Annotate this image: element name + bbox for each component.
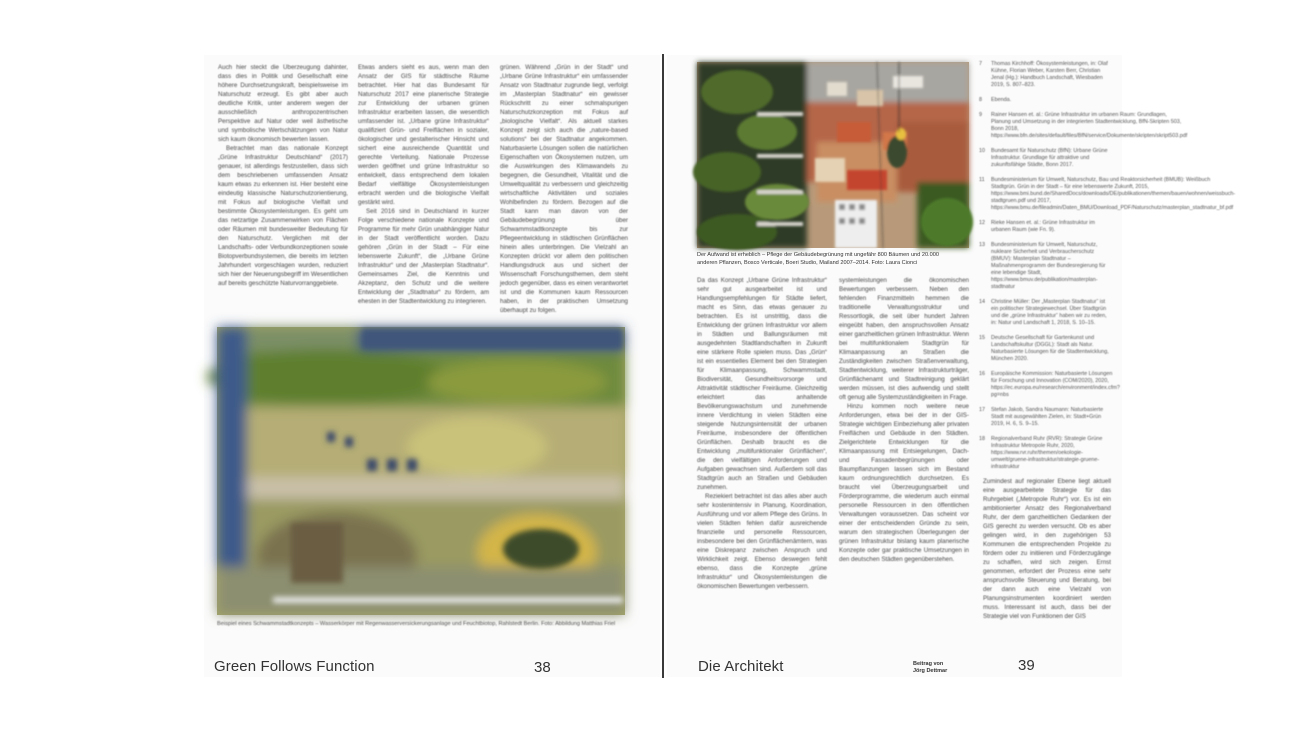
left-photo-caption: Beispiel eines Schwammstadtkonzepts – Wasserkörper mit Regenwasserversickerungsanlage und Feuchtbiotop, Rahlstedt Berlin. Foto: Abbildung Matthias Friel <box>217 621 616 627</box>
footnote: 10 Bundesamt für Naturschutz (BfN): Urbane Grüne Infrastruktur. Grundlage für attraktive und zukunftsfähige Städte, Bonn 2017. <box>979 148 1108 168</box>
paragraph: Reziekiert betrachtet ist das alles aber auch sehr kostenintensiv in Planung, Koordination, Ausführung und vor allem Pflege des Grüns. In vielen Städten fehlen dafür ausreichende finanzielle und personelle Ressourcen, insbesondere bei den Grünflächenämtern, was eine Diskrepanz zwischen Anspruch und Wirklichkeit zeigt. Ebenso deswegen fehlt ebenso, dass die Konzepte „grüne Infrastruktur“ und Ökosystemleistungen die ökonomischen Bewertungen verbessern. <box>697 493 827 590</box>
footnotes <box>979 61 1236 470</box>
left-column-1 <box>218 63 348 321</box>
byline-label: Beitrag von <box>913 661 944 667</box>
right-footer-title: Die Architekt <box>698 658 784 675</box>
footnote: 7 Thomas Kirchhoff: Ökosystemleistungen, in: Olaf Kühne, Florian Weber, Karsten Berr, Christian Jenal (Hg.): Handbuch Landschaft, Wiesbaden 2019, S. 807–823. <box>979 61 1108 88</box>
footnote: 18 Regionalverband Ruhr (RVR): Strategie Grüne Infrastruktur Metropole Ruhr, 2020, https://www.rvr.ruhr/themen/oekologie-umwelt/gruene-infrastruktur/strategie-gruene-infrastruktur <box>979 436 1103 470</box>
right-column-1 <box>697 276 827 628</box>
paragraph: Etwas anders sieht es aus, wenn man den Ansatz der GIS für städtische Räume betrachtet. Hier hat das Bundesamt für Naturschutz 2017 eine planerische Strategie zur Entwicklung der urbanen grünen Infrastruktur erarbeiten lassen, die wesentlich umfassender ist. „Urbane grüne Infrastruktur“ qualifiziert Grün- und Freiflächen in sozialer, ökologischer und gestalterischer Hinsicht und sichert eine ausreichende Quantität und gerechte Verteilung. Nationale Prozesse werden geöffnet und grüne Infrastruktur so entwickelt, dass entsprechend dem lokalen Bedarf vielfältige Ökosystemleistungen erbracht werden und die biologische Vielfalt gestärkt wird. <box>358 64 489 206</box>
paragraph: grünen. Während „Grün in der Stadt“ und „Urbane Grüne Infrastruktur“ ein umfassender Ansatz von Stadtnatur zugrunde liegt, verfolgt im „Masterplan Stadtnatur“ ein gewisser Rückschritt zu einer schmalspurigen Naturschutzkonzeption mit Fokus auf „biologische Vielfalt“. Als aktuell starkes Konzept zeigt sich auch die „nature-based solutions“ bei der Stadtnatur angekommen. Naturbasierte Lösungen sollen die natürlichen Eigenschaften von Ökosystemen nutzen, um die Auswirkungen des Klimawandels zu begegnen, die Gesundheit, Vitalität und die Umweltqualität zu verbessern und gleichzeitig wirtschaftliche Aktivitäten und soziales Wohlbefinden zu fördern. Bezogen auf die Stadt kann man davon von der Gebäudebegrünung über Schwammstadtkonzepte bis zur Pflegeentwicklung in städtischen Grünflächen hinein alles unterbringen. Die Vielzahl an Konzepten drückt vor allem den politischen Handlungsdruck aus und sichert der Wissenschaft Forschungsthemen, dem steht jedoch gegenüber, dass es einen verantwortet ist und die Kommunen kaum Ressourcen haben, in der praktischen Umsetzung überhaupt zu folgen. <box>500 64 628 314</box>
left-page-number: 38 <box>534 659 551 676</box>
right-page-number: 39 <box>1018 657 1035 674</box>
footnote: 14 Christine Müller: Der „Masterplan Stadtnatur“ ist ein politischer Strategiewechsel. Über Stadtgrün und die „grüne Infrastruktur“ haben wir zu reden, in: Natur und Landschaft 1, 2018, S. 10–15. <box>979 299 1107 326</box>
paragraph: Auch hier steckt die Überzeugung dahinter, dass dies in Politik und Gesellschaft eine höhere Durchsetzungskraft, beispielsweise im Naturschutz erzeugt. Es gibt aber auch deutliche Kritik, unter anderem wegen der ausschließlich anthropozentrischen Perspektive auf Natur oder weil ästhetische und symbolische Wertschätzungen von Natur sich kaum ökonomisch bewerten lassen. <box>218 64 348 143</box>
left-footer-title: Green Follows Function <box>214 658 375 675</box>
footnote: 16 Europäische Kommission: Naturbasierte Lösungen für Forschung und Innovation (COM/2020), 2020, https://ec.europa.eu/research/environment/index.cfm?pg=nbs <box>979 371 1120 398</box>
paragraph: systemleistungen die ökonomischen Bewertungen verbessern. Neben den fehlenden Finanzmitteln hemmen die traditionelle Verwaltungsstruktur und Ressortlogik, die seit über hundert Jahren eingeübt haben, den anspruchsvollen Ansatz einer ganzheitlichen grünen Infrastruktur. Wenn bei multifunktionalem Stadtgrün für Klimaanpassung an Straßen die Zuständigkeiten zwischen Straßenverwaltung, Stadtentwicklung, weiterer Infrastrukturträger, Grünflächenamt und Stadtreinigung geklärt werden müssen, ist dies aufwendig und stellt oft genug alle Systemzuständigkeiten in Frage. <box>839 277 969 401</box>
bosco-verticale-photo <box>697 62 969 248</box>
left-page <box>204 55 660 677</box>
paragraph: Seit 2016 sind in Deutschland in kurzer Folge verschiedene nationale Konzepte und Programme für mehr Grün unabhängiger Natur in der Stadt veröffentlicht worden. Dazu gehören „Grün in der Stadt – Für eine lebenswerte Zukunft“, die „Urbane Grüne Infrastruktur“ und der „Masterplan Stadtnatur“. Gemeinsames Ziel, die Kenntnis und Akzeptanz, den Schutz und die weitere Entwicklung der „Stadtnatur“ zu fördern, am ehesten in der Stadtentwicklung zu integrieren. <box>358 208 489 305</box>
paragraph: Betrachtet man das nationale Konzept „Grüne Infrastruktur Deutschland“ (2017) genauer, ist allerdings festzustellen, dass sich dem beschriebenen umfassenden Ansatz kaum etwas zu erkennen ist. Hier besteht eine eindeutig klassische Naturschutzorientierung, mit Fokus auf biologische Vielfalt und bestimmte Ökosystemleistungen. Es geht um das netzartige Zusammenwirken von Flächen oder Räumen mit bundesweiter Bedeutung für den Naturschutz. Verglichen mit der Landschafts- oder Verbundkonzeptionen sowie Biotopverbundsystemen, die bereits im letzten Jahrhundert vorgeschlagen wurden, reduziert sich hier der Neuerungsbegriff im Wesentlichen auf bereits geschützte Naturvorranggebiete. <box>218 145 348 287</box>
left-column-3 <box>500 63 628 321</box>
right-column-2 <box>839 276 969 628</box>
right-page <box>667 55 1236 677</box>
left-column-2 <box>358 63 489 321</box>
author-byline <box>913 661 947 674</box>
footnote: 17 Stefan Jakob, Sandra Naumann: Naturbasierte Stadt mit ausgewählten Zielen, in: Stadt+Grün 2019, H. 6, S. 9–15. <box>979 407 1104 427</box>
footnote: 12 Rieke Hansen et. al.: Grüne Infrastruktur im urbanen Raum (wie Fn. 9). <box>979 220 1095 233</box>
paragraph: Zumindest auf regionaler Ebene liegt aktuell eine ausgearbeitete Strategie für das Ruhrgebiet („Metropole Ruhr“) vor. Es ist ein ambitionierter Ansatz des Regionalverband Ruhr, der dem ganzheitlichen Gedanken der GIS gerecht zu werden versucht. Ob es aber gelingen wird, in den zugehörigen 53 Kommunen die entsprechenden Projekte zu fördern oder zu initiieren und Förderzugänge zu schaffen, wird sich zeigen. Ernst genommen, erfordert der Prozess eine sehr anspruchsvolle Steuerung und Beratung, bei der dann auch eine Vielzahl von Planungsinstrumenten koordiniert werden muss. Interessant ist auch, dass bei der Strategie viel von Funktionen der GIS <box>983 478 1111 620</box>
book-spine <box>662 54 664 678</box>
right-column-3 <box>983 477 1111 629</box>
paragraph: Da das Konzept „Urbane Grüne Infrastruktur“ sehr gut ausgearbeitet ist und Handlungsempfehlungen für Städte liefert, macht es Sinn, das etwas genauer zu betrachten. Es ist unstrittig, dass die Entwicklung der grünen Infrastruktur vor allem in Städten und Ballungsräumen mit ausgedehnten Stadtlandschaften in Zukunft eine stärkere Rolle spielen muss. Das „Grün“ ist ein essentielles Element bei den Strategien für Klimaanpassung, Schwammstadt, Biodiversität, Gesundheitsvorsorge und Attraktivität städtischer Freiräume. Gleichzeitig erleichtert das anhaltende Bevölkerungswachstum und zunehmende innere Verdichtung in vielen Städten eine steigende Nutzungsintensität der urbanen Freiräume, insbesondere der öffentlichen Grünflächen. Deshalb braucht es die Entwicklung „multifunktionaler Grünflächen“, die den vielfältigen Anforderungen und Aufgaben gewachsen sind. Außerdem soll das Stadtgrün auch an Straßen und Gebäuden zunehmen. <box>697 277 827 491</box>
byline-author: Jörg Dettmar <box>913 667 948 674</box>
footnote: 13 Bundesministerium für Umwelt, Naturschutz, nukleare Sicherheit und Verbraucherschutz (BMUV): Masterplan Stadtnatur – Maßnahmenprogramm der Bundesregierung für eine lebendige Stadt, https://www.bmuv.de/publikation/masterplan-stadtnatur <box>979 242 1106 290</box>
footnote: 8 Ebenda. <box>979 97 1012 103</box>
footnote: 11 Bundesministerium für Umwelt, Naturschutz, Bau und Reaktorsicherheit (BMUB): Weißbuch Stadtgrün. Grün in der Stadt – für eine lebenswerte Zukunft, 2015, https://www.bmi.bund.de/SharedDocs/downloads/DE/publikationen/themen/bauen/wohnen/weissbuch-stadtgruen.pdf und 2017, https://www.bmu.de/fileadmin/Daten_BMU/Download_PDF/Naturschutz/masterplan_stadtnatur_bf.pdf <box>979 177 1236 211</box>
right-photo-caption: Der Aufwand ist erheblich – Pflege der Gebäudebegrünung mit ungefähr 800 Bäumen und 20.000 anderen Pflanzen, Bosco Verticale, Boeri Studio, Mailand 2007–2014. Foto: Laura Cionci <box>697 252 939 266</box>
footnote: 15 Deutsche Gesellschaft für Gartenkunst und Landschaftskultur (DGGL): Stadt als Natur. Naturbasierte Lösungen für die Stadtentwicklung, München 2020. <box>979 335 1109 362</box>
footnote: 9 Rainer Hansen et. al.: Grüne Infrastruktur im urbanen Raum: Grundlagen, Planung und Umsetzung in der integrierten Stadtentwicklung, BfN-Skripten 503, Bonn 2018, https://www.bfn.de/sites/default/files/BfN/service/Dokumente/skripten/skript503.pdf <box>979 112 1188 139</box>
aerial-park-photo <box>217 327 625 615</box>
paragraph: Hinzu kommen noch weitere neue Anforderungen, etwa bei der in der GIS-Strategie wichtigen Einbeziehung aller privaten Freiflächen und Gebäude in den Städten. Zielgerichtete Entwicklungen für die Klimaanpassung mit Entsiegelungen, Dach- und Fassadenbegrünungen oder Baumpflanzungen lassen sich im Bestand kaum ordnungsrechtlich durchsetzen. Es braucht viel Überzeugungsarbeit und Förderprogramme, die wiederum auch einmal personelle Ressourcen in den öffentlichen Verwaltungen voraussetzen. Das scheint vor einer der entscheidenden Gründe zu sein, warum den strategischen Überlegungen der grünen Infrastruktur bislang kaum planerische Konzepte oder gar praktische Umsetzungen in den deutschen Städten gegenüberstehen. <box>839 403 969 563</box>
